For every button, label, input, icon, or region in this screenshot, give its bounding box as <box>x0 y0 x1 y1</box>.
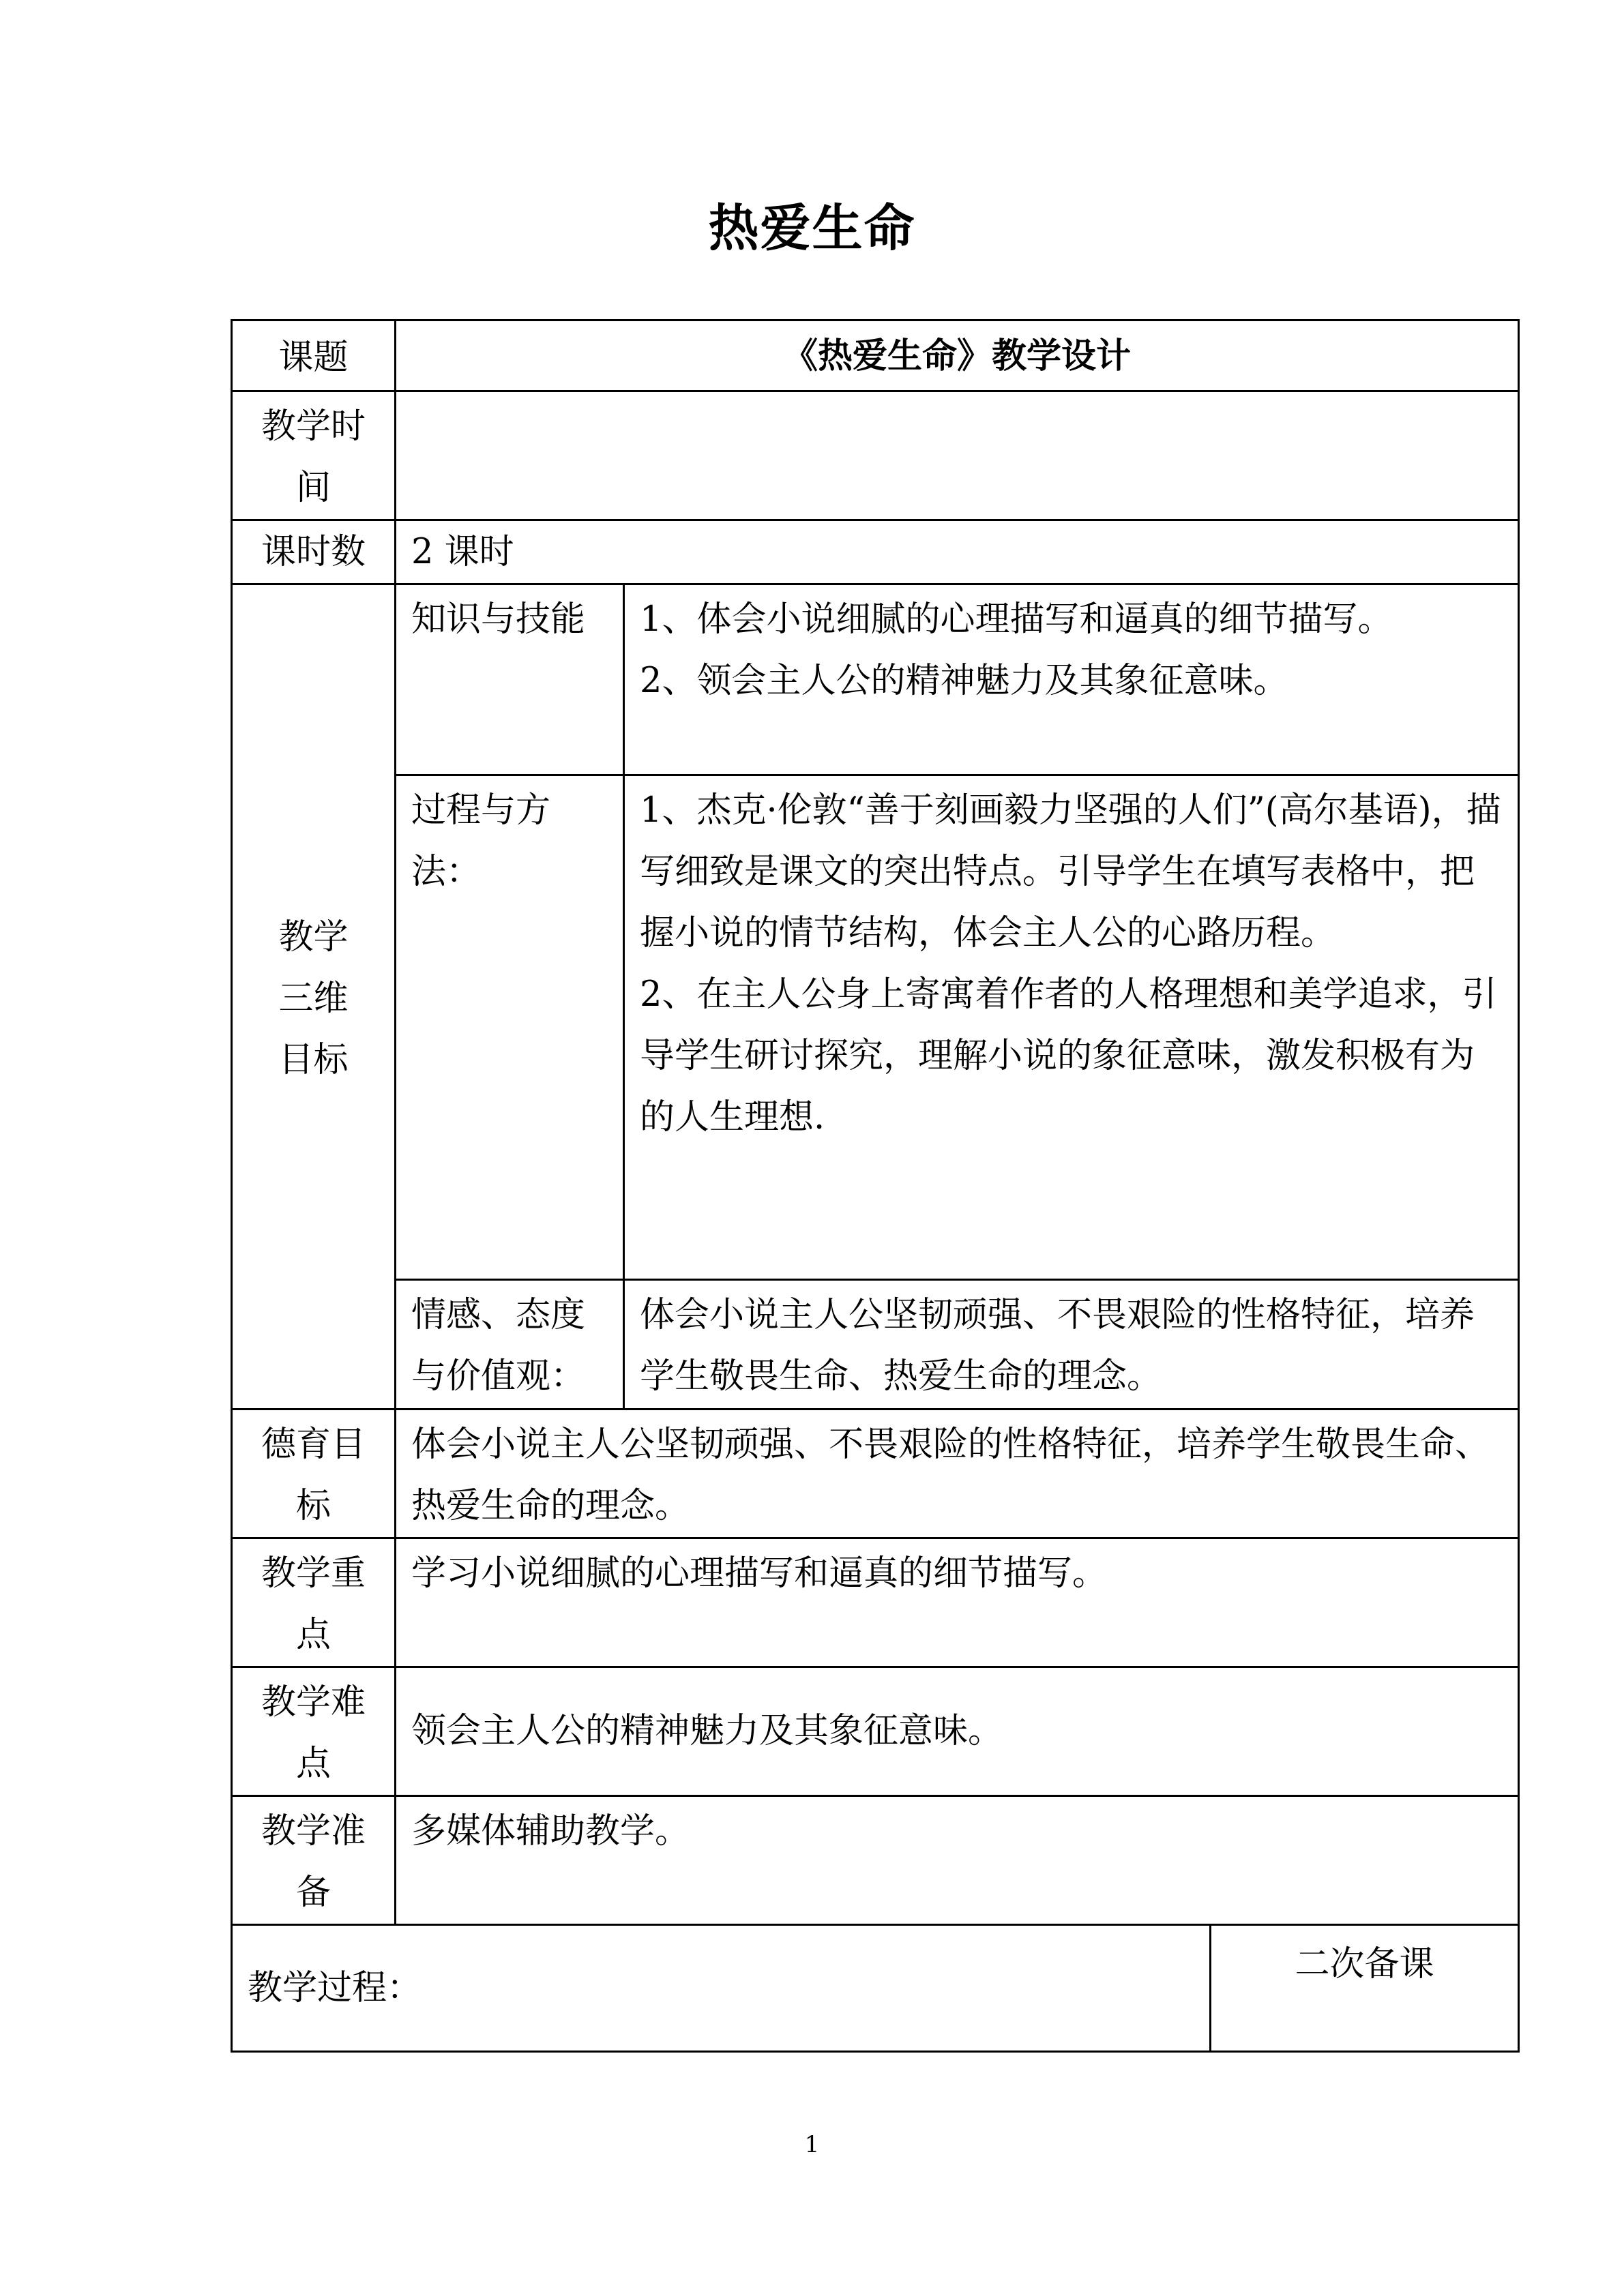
knowledge-line-2: 2、领会主人公的精神魅力及其象征意味。 <box>640 661 1288 701</box>
difficulty-value: 领会主人公的精神魅力及其象征意味。 <box>396 1667 1519 1796</box>
key-point-label: 教学重点 <box>232 1538 396 1667</box>
process-paragraph-1: 1、杰克·伦敦“善于刻画毅力坚强的人们”(高尔基语)，描写细致是课文的突出特点。引导学生在填写表格中，把握小说的情节结构，体会主人公的心路历程。 <box>640 790 1501 953</box>
row-difficulty <box>232 1667 1519 1796</box>
row-teaching-time <box>232 391 1519 520</box>
process-methods-label: 过程与方法： <box>396 775 624 1280</box>
moral-goal-label: 德育目标 <box>232 1410 396 1538</box>
class-hours-label: 课时数 <box>232 520 396 584</box>
teaching-process-label: 教学过程： <box>232 1925 1211 2052</box>
row-process-methods <box>232 775 1519 1280</box>
page-number: 1 <box>804 2131 820 2158</box>
row-emotion-values <box>232 1280 1519 1410</box>
teaching-time-label: 教学时间 <box>232 391 396 520</box>
moral-goal-value: 体会小说主人公坚韧顽强、不畏艰险的性格特征，培养学生敬畏生命、热爱生命的理念。 <box>396 1410 1519 1538</box>
preparation-value: 多媒体辅助教学。 <box>396 1796 1519 1925</box>
preparation-label: 教学准备 <box>232 1796 396 1925</box>
teaching-time-value <box>396 391 1519 520</box>
class-hours-value: 2 课时 <box>396 520 1519 584</box>
process-methods-content <box>624 775 1519 1280</box>
row-class-hours <box>232 520 1519 584</box>
row-knowledge-skills <box>232 584 1519 775</box>
difficulty-label: 教学难点 <box>232 1667 396 1796</box>
emotion-values-content: 体会小说主人公坚韧顽强、不畏艰险的性格特征，培养学生敬畏生命、热爱生命的理念。 <box>624 1280 1519 1410</box>
row-key-point <box>232 1538 1519 1667</box>
knowledge-skills-label: 知识与技能 <box>396 584 624 775</box>
row-moral-goal <box>232 1410 1519 1538</box>
lesson-plan-table <box>231 319 1520 2053</box>
knowledge-skills-content <box>624 584 1519 775</box>
process-paragraph-2: 2、在主人公身上寄寓着作者的人格理想和美学追求，引导学生研讨探究，理解小说的象征意味，激发积极有为的人生理想. <box>640 974 1497 1137</box>
key-point-value: 学习小说细腻的心理描写和逼真的细节描写。 <box>396 1538 1519 1667</box>
second-preparation-label: 二次备课 <box>1211 1925 1519 2052</box>
document-title: 热爱生命 <box>708 199 916 258</box>
emotion-values-label: 情感、态度与价值观： <box>396 1280 624 1410</box>
row-preparation <box>232 1796 1519 1925</box>
row-topic <box>232 320 1519 391</box>
knowledge-line-1: 1、体会小说细腻的心理描写和逼真的细节描写。 <box>640 599 1393 640</box>
topic-label: 课题 <box>232 320 396 391</box>
topic-value: 《热爱生命》教学设计 <box>396 320 1519 391</box>
three-dimensional-goals-label: 教学三维目标 <box>232 584 396 1410</box>
row-teaching-process <box>232 1925 1519 2052</box>
